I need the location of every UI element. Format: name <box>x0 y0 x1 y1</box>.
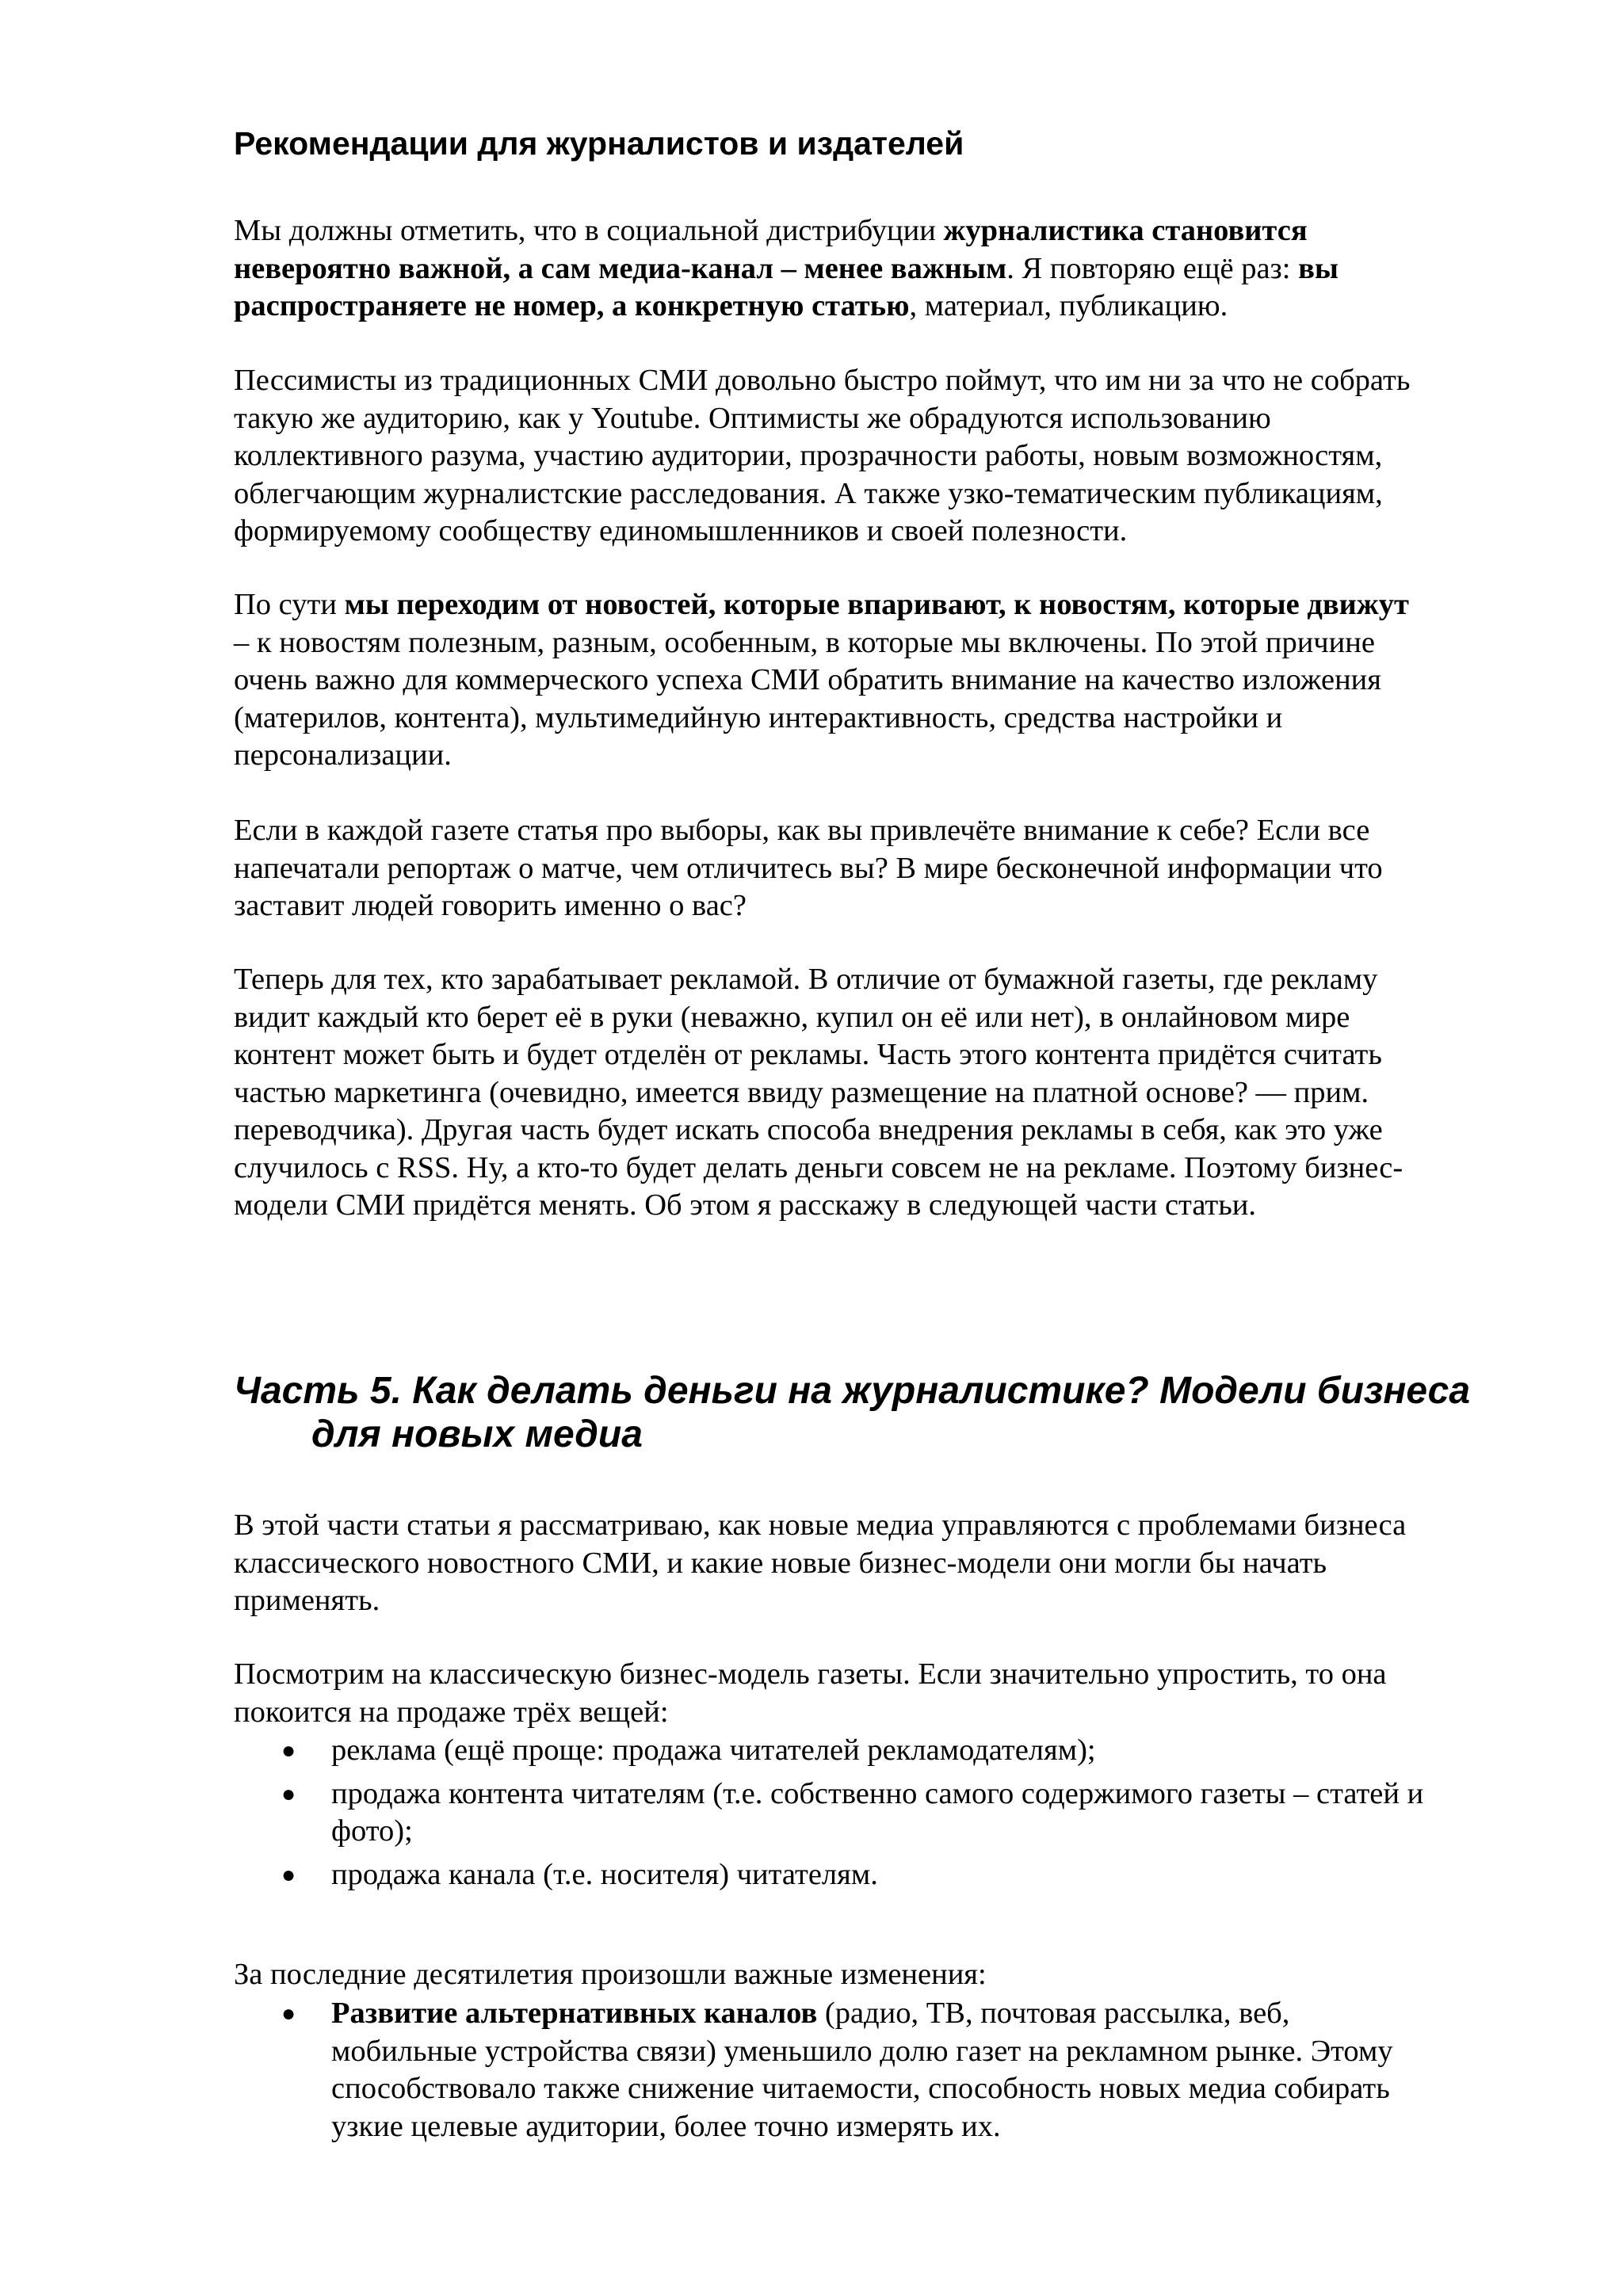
text-run: . Я повторяю ещё раз: <box>1006 251 1299 285</box>
paragraph-1 <box>234 212 1533 326</box>
paragraph-3 <box>234 586 1533 775</box>
bold-run: распространяете не номер, а конкретную статью <box>234 289 910 322</box>
bold-run: мы переходим от новостей, которые впаривают, к новостям, которые движут <box>344 588 1409 621</box>
section-heading-part5 <box>234 1369 1470 1456</box>
text-line: заставит людей говорить именно о вас? <box>234 889 747 922</box>
text-line: напечатали репортаж о матче, чем отличитесь вы? В мире бесконечной информации что <box>234 851 1383 885</box>
text-line: очень важно для коммерческого успеха СМИ обратить внимание на качество изложения <box>234 663 1381 696</box>
text-line: классического новостного СМИ, и какие новые бизнес-модели они могли бы начать <box>234 1546 1327 1580</box>
list-item <box>234 1732 1533 1770</box>
text-run: (радио, ТВ, почтовая рассылка, веб, <box>817 1997 1290 2030</box>
text-line: Если в каждой газете статья про выборы, как вы привлечёте внимание к себе? Если все <box>234 814 1370 847</box>
text-line: мобильные устройства связи) уменьшило долю газет на рекламном рынке. Этому <box>331 2034 1393 2068</box>
text-line: способствовало также снижение читаемости, способность новых медиа собирать <box>331 2072 1390 2105</box>
text-line: такую же аудиторию, как у Youtube. Оптимисты же обрадуются использованию <box>234 401 1271 435</box>
text-line: реклама (ещё проще: продажа читателей рекламодателям); <box>331 1733 1096 1767</box>
paragraph-7 <box>234 1656 1533 1731</box>
text-line: (материлов, контента), мультимедийную интерактивность, средства настройки и <box>234 700 1283 734</box>
text-line: – к новостям полезным, разным, особенным, в которые мы включены. По этой причине <box>234 625 1375 659</box>
text-line: узкие целевые аудитории, более точно измерять их. <box>331 2109 1001 2143</box>
bold-run: невероятно важной, а сам медиа-канал – менее важным <box>234 251 1007 285</box>
bullet-icon: ● <box>281 1780 296 1807</box>
bold-run: вы <box>1298 251 1338 285</box>
paragraph-2 <box>234 362 1533 551</box>
section-heading-recommendations: Рекомендации для журналистов и издателей <box>234 125 964 162</box>
text-run: По сути <box>234 588 345 621</box>
text-line: Пессимисты из традиционных СМИ довольно быстро поймут, что им ни за что не собрать <box>234 364 1411 397</box>
paragraph-5 <box>234 961 1533 1225</box>
text-line: применять. <box>234 1584 380 1617</box>
paragraph-6 <box>234 1507 1533 1620</box>
text-line: В этой части статьи я рассматриваю, как новые медиа управляются с проблемами бизнеса <box>234 1508 1407 1542</box>
list-item <box>234 1856 1533 1894</box>
bullet-list-changes <box>234 1995 1533 2145</box>
text-line: случилось с RSS. Ну, а кто-то будет делать деньги совсем не на рекламе. Поэтому бизнес- <box>234 1150 1403 1184</box>
list-item <box>234 1775 1533 1851</box>
text-line: частью маркетинга (очевидно, имеется ввиду размещение на платной основе? — прим. <box>234 1075 1369 1109</box>
text-run: Мы должны отметить, что в социальной дистрибуции <box>234 214 944 247</box>
text-line: переводчика). Другая часть будет искать способа внедрения рекламы в себя, как это уже <box>234 1113 1383 1146</box>
text-line: Теперь для тех, кто зарабатывает рекламой. В отличие от бумажной газеты, где рекламу <box>234 963 1378 996</box>
text-line: облегчающим журналистские расследования. А также узко-тематическим публикациям, <box>234 476 1383 510</box>
bullet-icon: ● <box>281 1861 296 1888</box>
text-line: фото); <box>331 1814 413 1848</box>
text-line: персонализации. <box>234 738 452 772</box>
bullet-icon: ● <box>281 2000 296 2027</box>
text-line: формируемому сообществу единомышленников и своей полезности. <box>234 514 1128 547</box>
text-line: продажа контента читателям (т.е. собственно самого содержимого газеты – статей и <box>331 1776 1424 1810</box>
list-item <box>234 1995 1533 2145</box>
text-line: видит каждый кто берет её в руки (неважно, купил он её или нет), в онлайновом мире <box>234 1000 1350 1034</box>
text-run: , материал, публикацию. <box>909 289 1228 322</box>
heading-line: для новых медиа <box>311 1413 643 1455</box>
paragraph-4 <box>234 812 1533 925</box>
bullet-list-newspaper-model <box>234 1732 1533 1894</box>
text-line: Посмотрим на классическую бизнес-модель газеты. Если значительно упростить, то она <box>234 1657 1387 1691</box>
paragraph-8: За последние десятилетия произошли важные изменения: <box>234 1958 987 1991</box>
text-line: коллективного разума, участию аудитории, прозрачности работы, новым возможностям, <box>234 439 1383 472</box>
text-line: контент может быть и будет отделён от рекламы. Часть этого контента придётся считать <box>234 1038 1382 1071</box>
text-line: модели СМИ придётся менять. Об этом я расскажу в следующей части статьи. <box>234 1188 1257 1222</box>
text-line: покоится на продаже трёх вещей: <box>234 1695 669 1729</box>
heading-line: Часть 5. Как делать деньги на журналистике? Модели бизнеса <box>234 1370 1471 1412</box>
bold-run: Развитие альтернативных каналов <box>331 1997 818 2030</box>
text-line: продажа канала (т.е. носителя) читателям. <box>331 1857 878 1891</box>
bullet-icon: ● <box>281 1737 296 1764</box>
bold-run: журналистика становится <box>943 214 1308 247</box>
